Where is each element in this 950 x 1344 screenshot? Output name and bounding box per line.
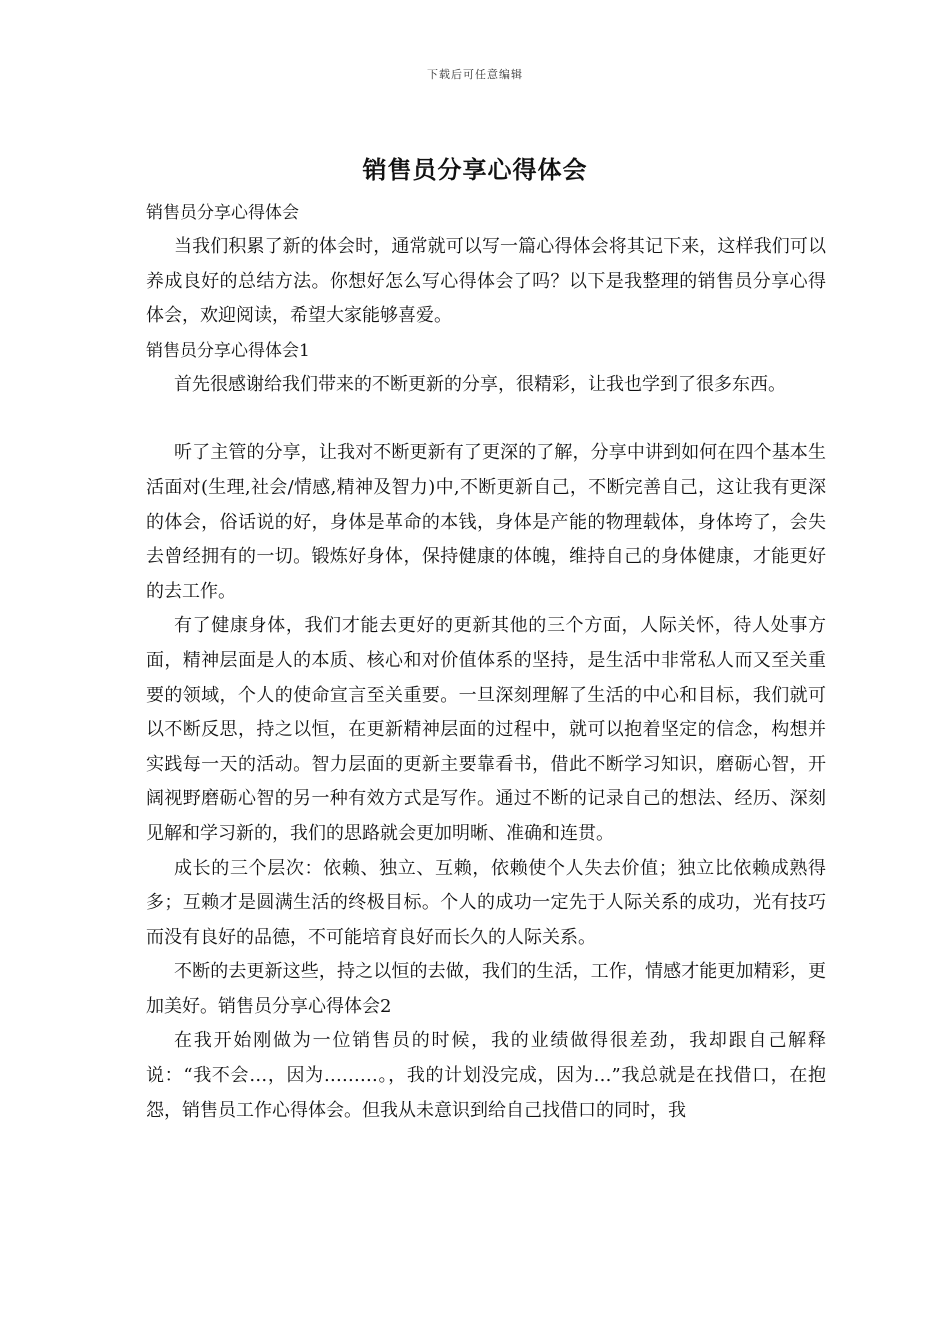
- paragraph: 听了主管的分享，让我对不断更新有了更深的了解，分享中讲到如何在四个基本生活面对(生理,社会/情感,精神及智力)中,不断更新自己，不断完善自己，这让我有更深的体会，俗话说的好，身体是革命的本钱，身体是产能的物理载体，身体垮了，会失去曾经拥有的一切。锻炼好身体，保持健康的体魄，维持自己的身体健康，才能更好的去工作。: [146, 442, 826, 602]
- paragraph: 当我们积累了新的体会时，通常就可以写一篇心得体会将其记下来，这样我们可以养成良好的总结方法。你想好怎么写心得体会了吗？以下是我整理的销售员分享心得体会，欢迎阅读，希望大家能够喜爱。: [146, 236, 826, 327]
- paragraph: 成长的三个层次：依赖、独立、互赖，依赖使个人失去价值；独立比依赖成熟得多；互赖才是圆满生活的终极目标。个人的成功一定先于人际关系的成功，光有技巧而没有良好的品德，不可能培育良好而长久的人际关系。: [146, 857, 826, 948]
- section-heading: 销售员分享心得体会1: [146, 340, 310, 361]
- paragraph: 在我开始刚做为一位销售员的时候，我的业绩做得很差劲，我却跟自己解释说：“我不会…，因为………。，我的计划没完成，因为…”我总就是在找借口，在抱怨，销售员工作心得体会。但我从未意识到给自己找借口的同时，我: [146, 1030, 826, 1121]
- blank-line: [146, 402, 826, 436]
- paragraph: 首先很感谢给我们带来的不断更新的分享，很精彩，让我也学到了很多东西。: [174, 373, 786, 395]
- header-note: 下载后可任意编辑: [427, 68, 523, 81]
- document-title: 销售员分享心得体会: [362, 156, 588, 184]
- section-heading: 销售员分享心得体会: [146, 203, 299, 223]
- paragraph: 有了健康身体，我们才能去更好的更新其他的三个方面，人际关怀，待人处事方面，精神层面是人的本质、核心和对价值体系的坚持，是生活中非常私人而又至关重要的领域，个人的使命宣言至关重要。一旦深刻理解了生活的中心和目标，我们就可以不断反思，持之以恒，在更新精神层面的过程中，就可以抱着坚定的信念，构想并实践每一天的活动。智力层面的更新主要靠看书，借此不断学习知识，磨砺心智，开阔视野磨砺心智的另一种有效方式是写作。通过不断的记录自己的想法、经历、深刻见解和学习新的，我们的思路就会更加明晰、准确和连贯。: [146, 615, 826, 844]
- paragraph: 不断的去更新这些，持之以恒的去做，我们的生活，工作，情感才能更加精彩，更加美好。销售员分享心得体会2: [146, 961, 826, 1017]
- document-body: [146, 196, 826, 1128]
